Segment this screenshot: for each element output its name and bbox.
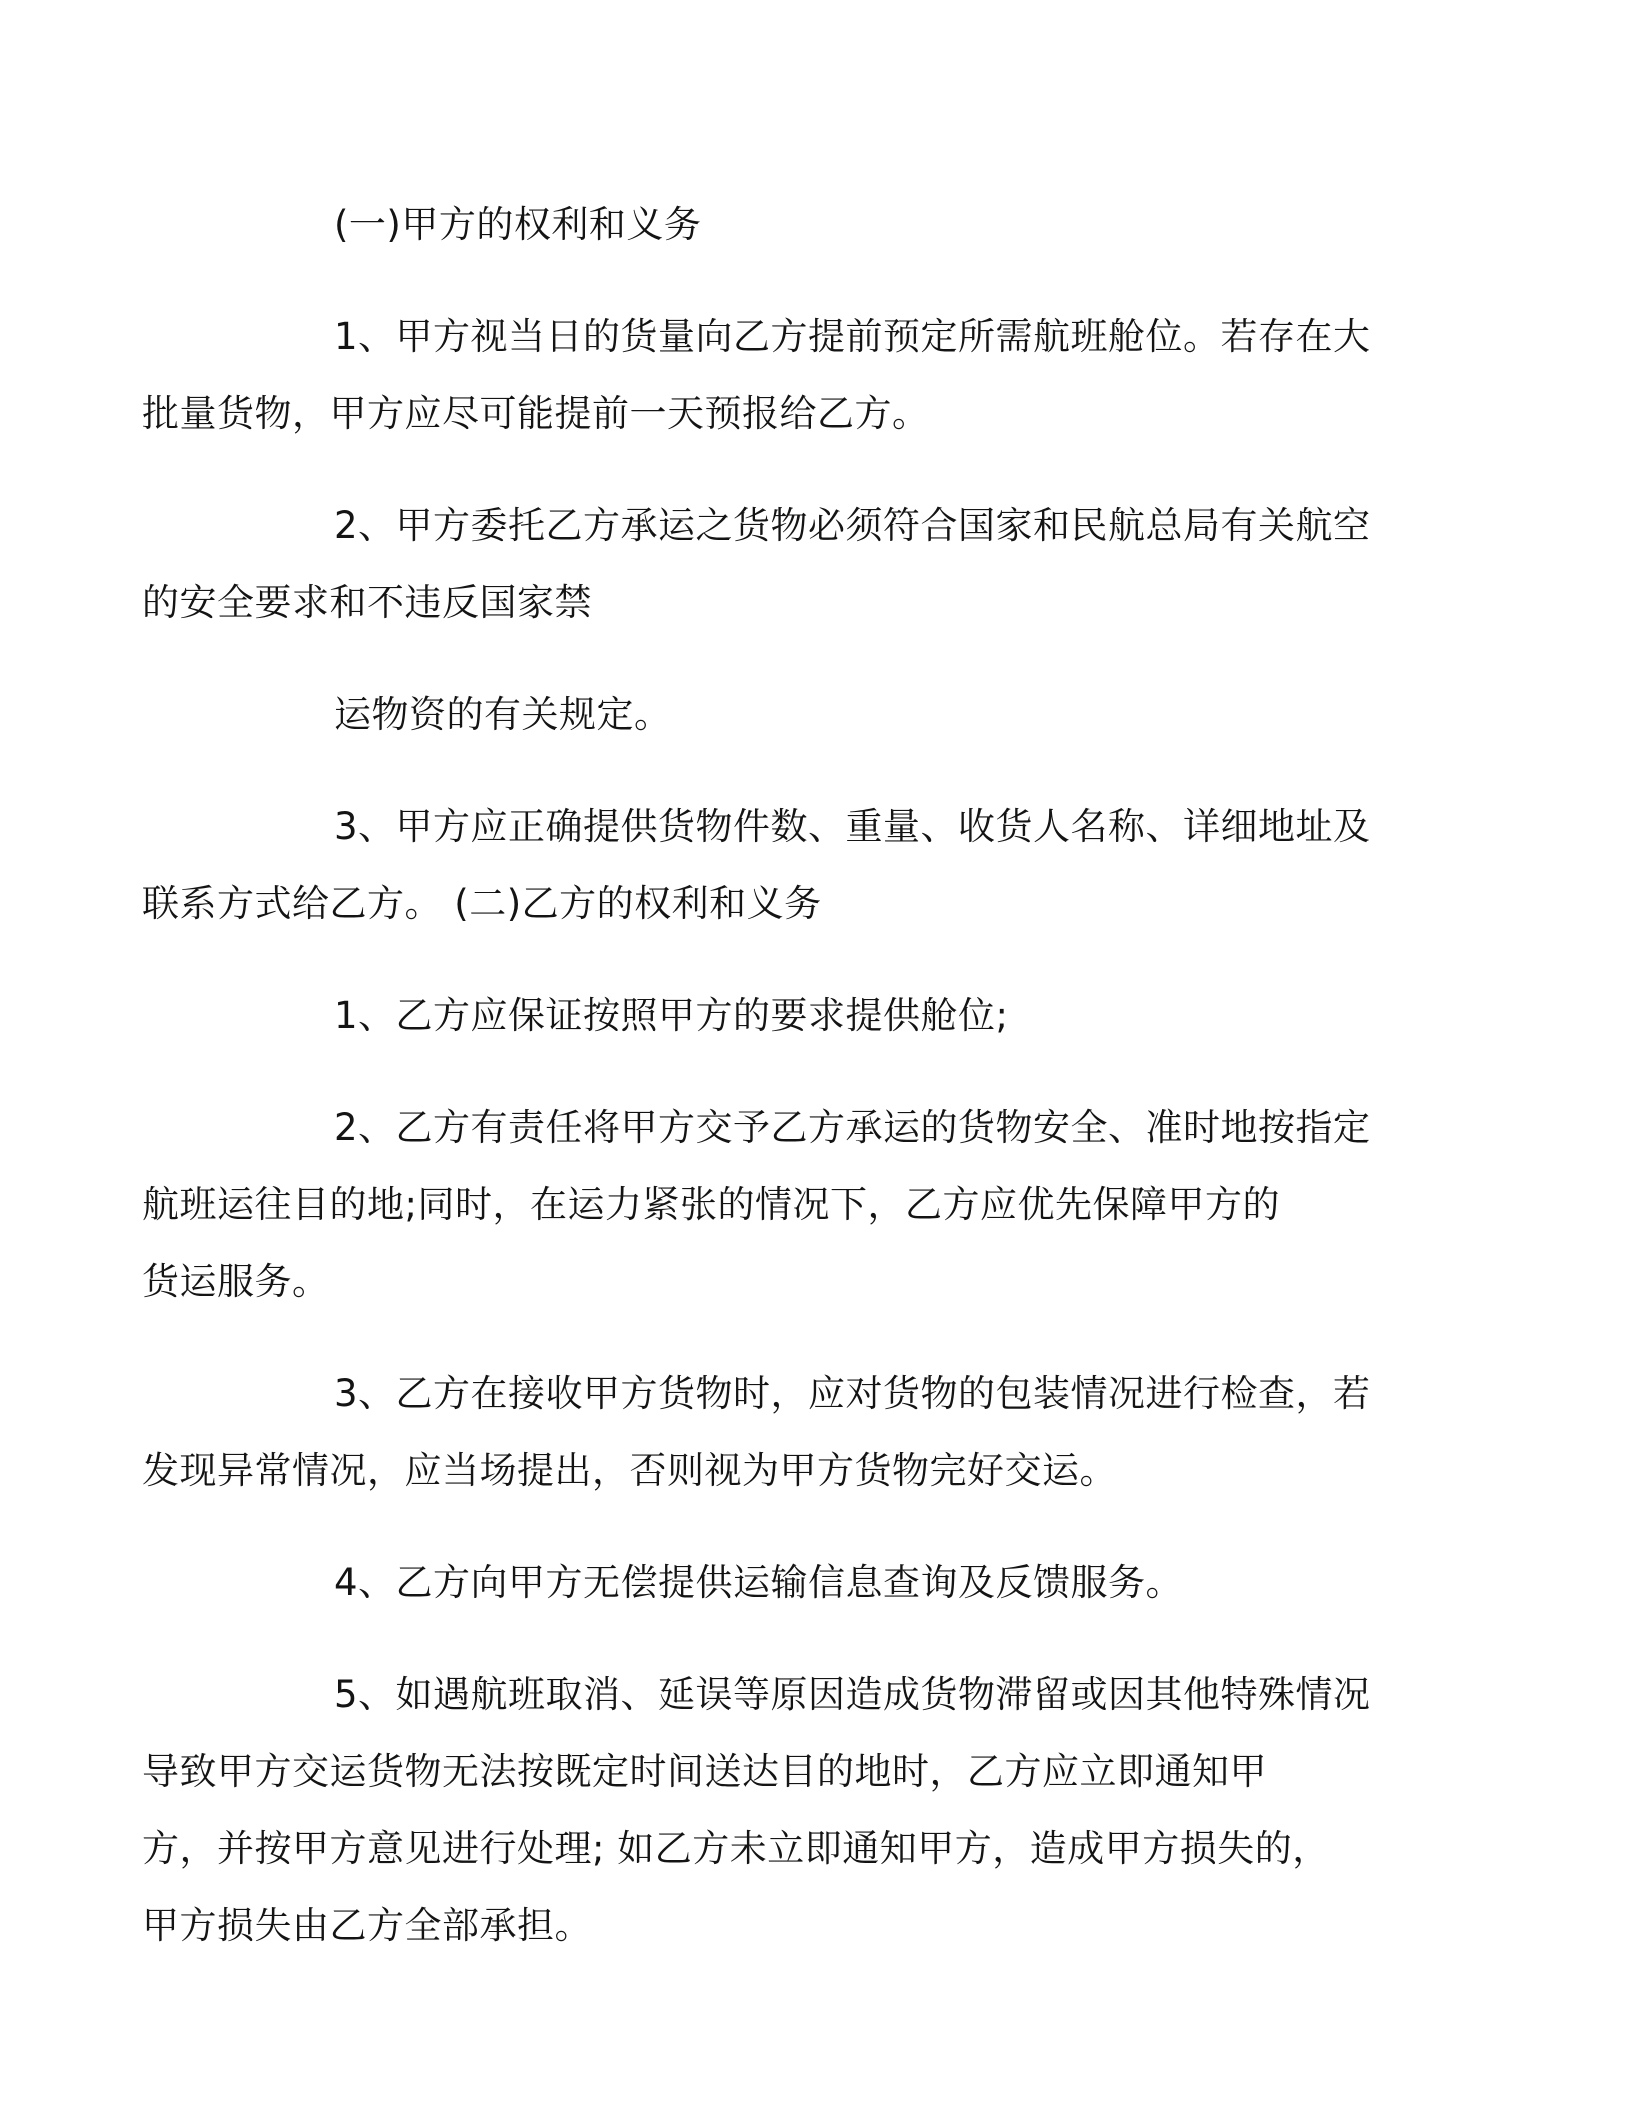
paragraph-a3 <box>142 788 1388 942</box>
paragraph-line: (一)甲方的权利和义务 <box>334 203 702 246</box>
paragraph-b4 <box>238 1544 1388 1621</box>
paragraph-a2-continued <box>238 676 1388 753</box>
paragraph-line: 航班运往目的地;同时，在运力紧张的情况下，乙方应优先保障甲方的 <box>142 1183 1280 1226</box>
paragraph-line: 批量货物，甲方应尽可能提前一天预报给乙方。 <box>142 392 930 435</box>
paragraph-b3 <box>142 1355 1388 1509</box>
paragraph-b2 <box>142 1089 1388 1320</box>
paragraph-line: 发现异常情况，应当场提出，否则视为甲方货物完好交运。 <box>142 1449 1117 1492</box>
paragraph-line: 1、乙方应保证按照甲方的要求提供舱位; <box>334 994 1009 1037</box>
paragraph-line: 5、如遇航班取消、延误等原因造成货物滞留或因其他特殊情况 <box>334 1673 1371 1716</box>
paragraph-line: 3、甲方应正确提供货物件数、重量、收货人名称、详细地址及 <box>334 805 1371 848</box>
paragraph-b1 <box>238 977 1388 1054</box>
paragraph-line: 2、甲方委托乙方承运之货物必须符合国家和民航总局有关航空 <box>334 504 1371 547</box>
document-body <box>142 186 1388 1999</box>
paragraph-line: 3、乙方在接收甲方货物时，应对货物的包装情况进行检查，若 <box>334 1372 1371 1415</box>
paragraph-line: 联系方式给乙方。 (二)乙方的权利和义务 <box>142 882 822 925</box>
paragraph-a2 <box>142 487 1388 641</box>
paragraph-line: 4、乙方向甲方无偿提供运输信息查询及反馈服务。 <box>334 1561 1184 1604</box>
paragraph-line: 运物资的有关规定。 <box>334 693 672 736</box>
paragraph-b5 <box>142 1656 1388 1964</box>
section-heading-party-a <box>238 186 1388 263</box>
paragraph-line: 甲方损失由乙方全部承担。 <box>142 1904 592 1947</box>
paragraph-line: 方，并按甲方意见进行处理; 如乙方未立即通知甲方，造成甲方损失的， <box>142 1827 1330 1870</box>
paragraph-line: 2、乙方有责任将甲方交予乙方承运的货物安全、准时地按指定 <box>334 1106 1371 1149</box>
paragraph-a1 <box>142 298 1388 452</box>
paragraph-line: 1、甲方视当日的货量向乙方提前预定所需航班舱位。若存在大 <box>334 315 1371 358</box>
paragraph-line: 货运服务。 <box>142 1260 330 1303</box>
paragraph-line: 导致甲方交运货物无法按既定时间送达目的地时，乙方应立即通知甲 <box>142 1750 1267 1793</box>
paragraph-line: 的安全要求和不违反国家禁 <box>142 581 592 624</box>
